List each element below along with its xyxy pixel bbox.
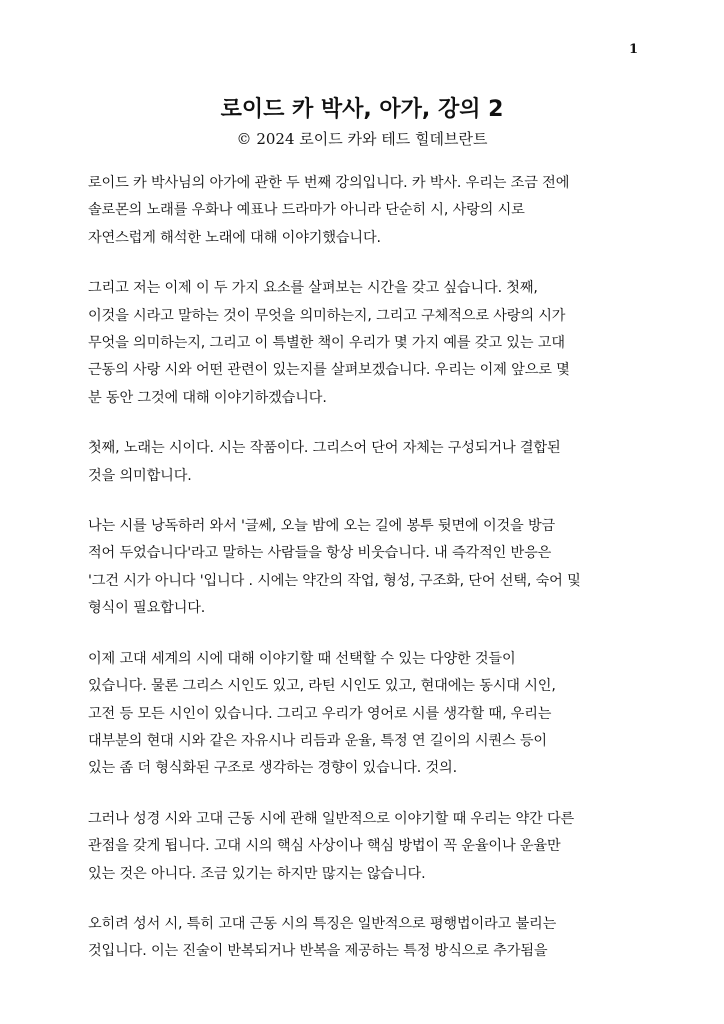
text-line: 솔로몬의 노래를 우화나 예표나 드라마가 아니라 단순히 시, 사랑의 시로 <box>88 202 525 219</box>
paragraph <box>88 435 644 490</box>
page-number: 1 <box>628 42 638 57</box>
text-line: '그건 시가 아니다 '입니다 . 시에는 약간의 작업, 형성, 구조화, 단어 선택, 숙어 및 <box>88 572 581 589</box>
text-line: 이제 고대 세계의 시에 대해 이야기할 때 선택할 수 있는 다양한 것들이 <box>88 650 516 667</box>
paragraph <box>88 646 644 783</box>
text-line: 있는 것은 아니다. 조금 있기는 하지만 많지는 않습니다. <box>88 865 426 882</box>
document-body <box>88 170 644 989</box>
text-line: 고전 등 모든 시인이 있습니다. 그리고 우리가 영어로 시를 생각할 때, 우리는 <box>88 705 552 722</box>
text-line: 첫째, 노래는 시이다. 시는 작품이다. 그리스어 단어 자체는 구성되거나 결합된 <box>88 440 561 457</box>
text-line: 것입니다. 이는 진술이 반복되거나 반복을 제공하는 특정 방식으로 추가됨을 <box>88 943 548 960</box>
document-title: 로이드 카 박사, 아가, 강의 2 <box>220 97 504 122</box>
paragraph <box>88 806 644 888</box>
text-line: 형식이 필요합니다. <box>88 600 206 617</box>
text-line: 근동의 사랑 시와 어떤 관련이 있는지를 살펴보겠습니다. 우리는 이제 앞으로 몇 <box>88 362 570 379</box>
text-line: 관점을 갖게 됩니다. 고대 시의 핵심 사상이나 핵심 방법이 꼭 운율이나 운율만 <box>88 838 561 855</box>
text-line: 로이드 카 박사님의 아가에 관한 두 번째 강의입니다. 카 박사. 우리는 조금 전에 <box>88 175 570 191</box>
paragraph <box>88 275 644 412</box>
text-line: 것을 의미합니다. <box>88 467 192 484</box>
copyright-line: © 2024 로이드 카와 테드 힐데브란트 <box>236 130 488 148</box>
paragraph <box>88 911 644 966</box>
paragraph <box>88 513 644 623</box>
text-line: 대부분의 현대 시와 같은 자유시나 리듬과 운율, 특정 연 길이의 시퀀스 등이 <box>88 732 547 749</box>
text-line: 자연스럽게 해석한 노래에 대해 이야기했습니다. <box>88 229 381 246</box>
text-line: 무엇을 의미하는지, 그리고 이 특별한 책이 우리가 몇 가지 예를 갖고 있는 고대 <box>88 335 565 352</box>
text-line: 적어 두었습니다'라고 말하는 사람들을 항상 비웃습니다. 내 즉각적인 반응은 <box>88 545 552 562</box>
text-line: 그리고 저는 이제 이 두 가지 요소를 살펴보는 시간을 갖고 싶습니다. 첫째, <box>88 280 538 297</box>
paragraph <box>88 170 644 252</box>
text-line: 오히려 성서 시, 특히 고대 근동 시의 특징은 일반적으로 평행법이라고 불리는 <box>88 915 557 932</box>
text-line: 이것을 시라고 말하는 것이 무엇을 의미하는지, 그리고 구체적으로 사랑의 시가 <box>88 307 566 324</box>
text-line: 그러나 성경 시와 고대 근동 시에 관해 일반적으로 이야기할 때 우리는 약간 다른 <box>88 810 575 827</box>
text-line: 나는 시를 낭독하러 와서 '글쎄, 오늘 밤에 오는 길에 봉투 뒷면에 이것을 방금 <box>88 518 556 535</box>
text-line: 분 동안 그것에 대해 이야기하겠습니다. <box>88 389 327 406</box>
text-line: 있습니다. 물론 그리스 시인도 있고, 라틴 시인도 있고, 현대에는 동시대 시인, <box>88 678 556 695</box>
text-line: 있는 좀 더 형식화된 구조로 생각하는 경향이 있습니다. 것의. <box>88 760 457 777</box>
